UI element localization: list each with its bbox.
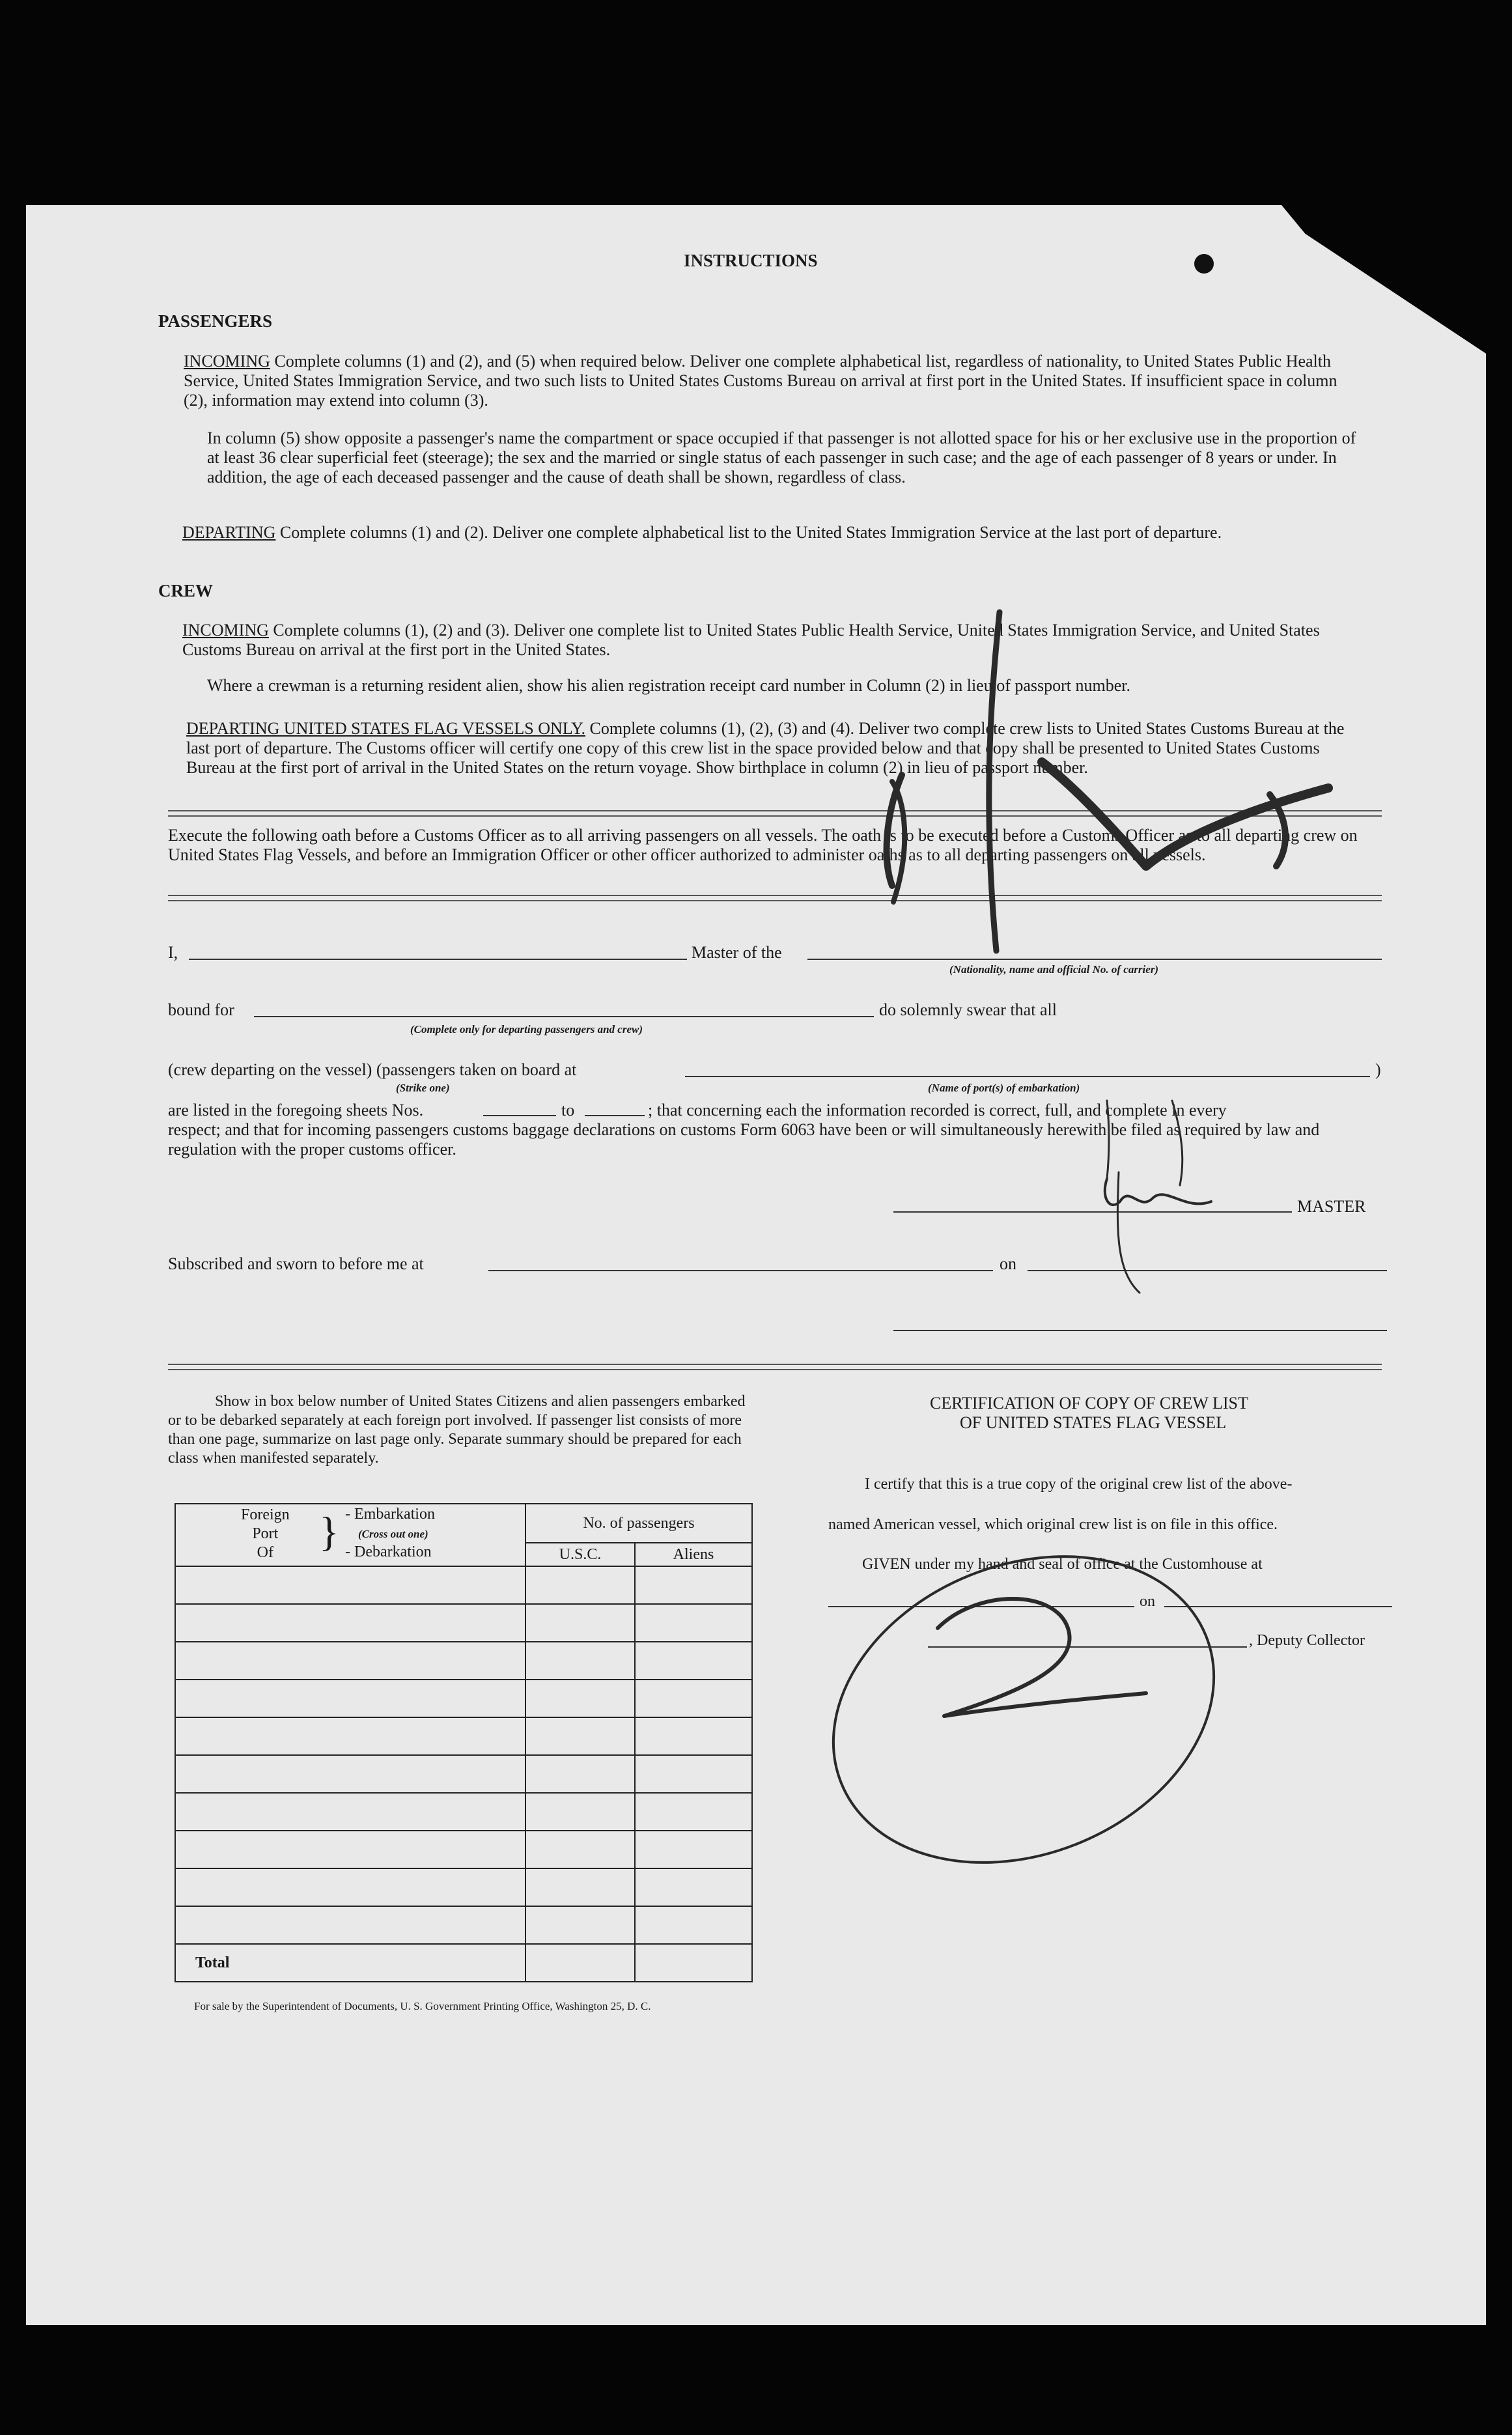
certification-on-label: on bbox=[1140, 1593, 1155, 1610]
embarkation-label: - Embarkation bbox=[345, 1506, 435, 1523]
crew-incoming-label: INCOMING bbox=[182, 621, 269, 640]
certification-line-1: I certify that this is a true copy of the original crew list of the above- bbox=[865, 1476, 1293, 1493]
total-label: Total bbox=[175, 1944, 525, 1982]
master-signature bbox=[1105, 1179, 1211, 1205]
pen-line-2 bbox=[1172, 1101, 1183, 1185]
brace-icon: } bbox=[319, 1508, 339, 1555]
gpo-footer: For sale by the Superintendent of Documents, U. S. Government Printing Office, Washington 25, D. C. bbox=[194, 2000, 651, 2012]
listed-text-3: respect; and that for incoming passengers customs baggage declarations on customs Form 6063 have been or will simultaneously herewith be filed as required by law and regulation with the proper customs officer. bbox=[168, 1120, 1320, 1159]
strike-one-caption: (Strike one) bbox=[396, 1082, 450, 1094]
circle-mark bbox=[787, 1502, 1260, 1917]
certification-line-3: GIVEN under my hand and seal of office at the Customhouse at bbox=[862, 1556, 1263, 1573]
crew-resident: Where a crewman is a returning resident alien, show his alien registration receipt card number in Column (2) in lieu of passport number. bbox=[207, 676, 1131, 695]
deputy-collector-label: , Deputy Collector bbox=[1249, 1632, 1365, 1649]
passengers-incoming-label: INCOMING bbox=[184, 352, 270, 371]
cross-out-caption: (Cross out one) bbox=[358, 1528, 428, 1540]
passengers-incoming-text: Complete columns (1) and (2), and (5) when required below. Deliver one complete alphabetical list, regardless of nationality, to United States Public Health Service, United States Immigration Service, and two such lists to United States Customs Bureau on arrival at first port in the United States. If insufficient space in column (2), information may extend into column (3). bbox=[184, 352, 1337, 410]
complete-only-caption: (Complete only for departing passengers and crew) bbox=[410, 1023, 643, 1035]
master-label: MASTER bbox=[1297, 1197, 1366, 1216]
signature-tail bbox=[1117, 1172, 1140, 1293]
nationality-caption: (Nationality, name and official No. of carrier) bbox=[949, 963, 1159, 976]
crew-departing-label: (crew departing on the vessel) (passengers taken on board at bbox=[168, 1060, 577, 1079]
crew-departing-label: DEPARTING UNITED STATES FLAG VESSELS ONLY. bbox=[186, 719, 585, 738]
instructions-title: INSTRUCTIONS bbox=[684, 251, 818, 270]
subscribed-label: Subscribed and sworn to before me at bbox=[168, 1254, 424, 1273]
crew-incoming-text: Complete columns (1), (2) and (3). Deliver one complete list to United States Public Health Service, United States Immigration Service, and United States Customs Bureau on arrival at the first port in the United States. bbox=[182, 621, 1320, 659]
listed-text-2: ; that concerning each the information recorded is correct, full, and complete in every bbox=[648, 1101, 1227, 1119]
certification-title-2: OF UNITED STATES FLAG VESSEL bbox=[960, 1413, 1227, 1432]
foreign-port-heading: Foreign Port Of bbox=[241, 1506, 290, 1561]
listed-text-1: are listed in the foregoing sheets Nos. bbox=[168, 1101, 424, 1119]
oath-i-label: I, bbox=[168, 943, 178, 962]
circled-number bbox=[938, 1599, 1146, 1716]
crew-departing-text: Complete columns (1), (2), (3) and (4). Deliver two complete crew lists to United States Customs Bureau at the last port of departure. The Customs officer will certify one copy of this crew list in the space provided below and that copy shall be presented to United States Customs Bureau at the first port of arrival in the United States on the return voyage. Show birthplace in column (2) in lieu of passport number. bbox=[186, 719, 1345, 777]
certification-title-1: CERTIFICATION OF COPY OF CREW LIST bbox=[930, 1394, 1248, 1413]
bound-for-label: bound for bbox=[168, 1000, 234, 1019]
passengers-heading: PASSENGERS bbox=[158, 311, 273, 331]
aliens-header: Aliens bbox=[635, 1543, 752, 1566]
sworn-on-label: on bbox=[1000, 1254, 1016, 1273]
debarkation-label: - Debarkation bbox=[345, 1543, 432, 1560]
close-paren: ) bbox=[1375, 1060, 1381, 1079]
master-of-the-label: Master of the bbox=[692, 943, 782, 962]
pen-line bbox=[1107, 1101, 1109, 1179]
passengers-departing-text: Complete columns (1) and (2). Deliver one complete alphabetical list to the United States Immigration Service at the last port of departure. bbox=[275, 523, 1222, 542]
passengers-departing-label: DEPARTING bbox=[182, 523, 276, 542]
usc-header: U.S.C. bbox=[525, 1543, 635, 1566]
port-caption: (Name of port(s) of embarkation) bbox=[928, 1082, 1080, 1094]
summary-text: Show in box below number of United States Citizens and alien passengers embarked or to be debarked separately at each foreign port involved. If passenger list consists of more than one page, summarize on last page only. Separate summary should be prepared for each class when manifested separately. bbox=[168, 1393, 746, 1467]
certification-line-2: named American vessel, which original crew list is on file in this office. bbox=[828, 1516, 1278, 1533]
oath-intro: Execute the following oath before a Customs Officer as to all arriving passengers on all vessels. The oath is to be executed before a Customs Officer as to all departing crew on United States Flag Vessels, and before an Immigration Officer or other officer authorized to administer oaths as to all departing passengers on all vessels. bbox=[168, 826, 1358, 864]
pen-mark-slash bbox=[989, 612, 1000, 951]
passengers-column5: In column (5) show opposite a passenger's name the compartment or space occupied if that passenger is not allotted space for his or her exclusive use in the proportion of at least 36 clear superficial feet (steerage); the sex and the married or single status of each passenger in such case; and the age of each passenger of 8 years or under. In addition, the age of each deceased passenger and the cause of death shall be shown, regardless of class. bbox=[207, 429, 1356, 486]
to-label: to bbox=[561, 1101, 575, 1119]
no-passengers-header: No. of passengers bbox=[525, 1504, 752, 1543]
solemnly-swear-label: do solemnly swear that all bbox=[879, 1000, 1057, 1019]
crew-heading: CREW bbox=[158, 581, 214, 600]
